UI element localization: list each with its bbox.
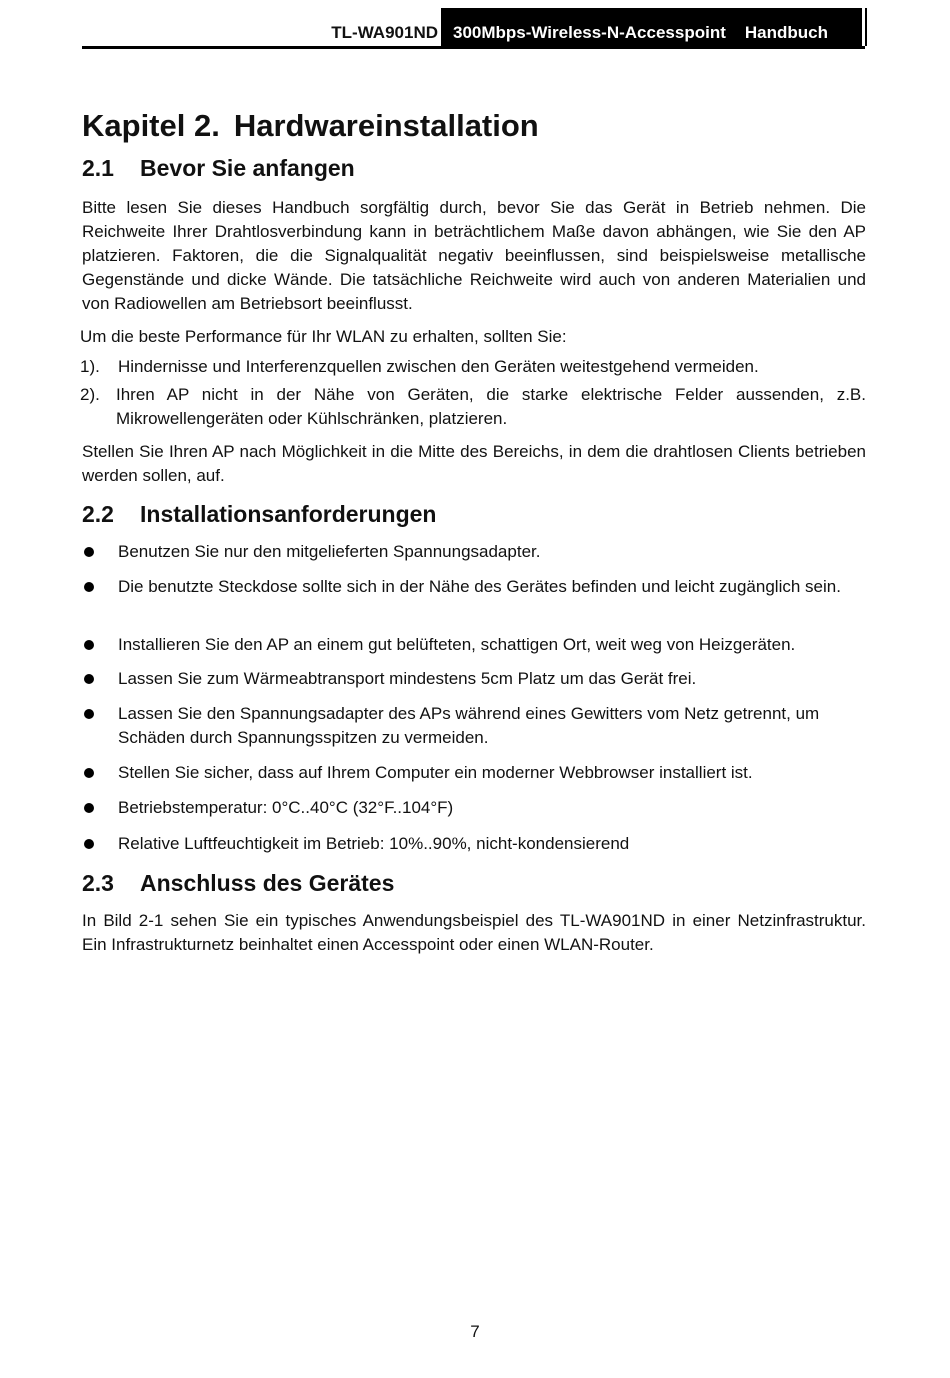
section-heading-2-1: [82, 153, 355, 183]
chapter-title: Hardwareinstallation: [233, 108, 539, 143]
item-number: 1).: [80, 357, 100, 376]
list-item-text: Betriebstemperatur: 0°C..40°C (32°F..104°F): [118, 798, 454, 817]
section-number: 2.3: [82, 870, 114, 896]
list-item-text: Installieren Sie den AP an einem gut belüfteten, schattigen Ort, weit weg von Heizgeräten.: [118, 635, 796, 654]
page-number: 7: [470, 1322, 480, 1341]
list-item-text: Die benutzte Steckdose sollte sich in der Nähe des Gerätes befinden und leicht zugänglich sein.: [118, 577, 841, 596]
list-item: [82, 832, 866, 856]
list-item: [82, 702, 866, 750]
list-item: [82, 796, 866, 820]
bullet-icon: [84, 803, 94, 813]
section-title: Installationsanforderungen: [140, 501, 437, 527]
list-item-text: Lassen Sie zum Wärmeabtransport mindestens 5cm Platz um das Gerät frei.: [118, 669, 697, 688]
item-text: Hindernisse und Interferenzquellen zwischen den Geräten weitestgehend vermeiden.: [118, 357, 759, 376]
bullet-icon: [84, 674, 94, 684]
list-item: [82, 761, 866, 785]
running-header: [82, 8, 865, 49]
list-item: [82, 575, 866, 599]
list-item-text: Stellen Sie sicher, dass auf Ihrem Computer ein moderner Webbrowser installiert ist.: [118, 763, 753, 782]
bullet-icon: [84, 709, 94, 719]
list-item: [82, 633, 866, 657]
list-item-text: Benutzen Sie nur den mitgelieferten Spannungsadapter.: [118, 542, 541, 561]
header-doc-type: Handbuch: [744, 23, 828, 42]
chapter-label: Kapitel 2.: [82, 108, 220, 143]
section-2-1-intro: Um die beste Performance für Ihr WLAN zu erhalten, sollten Sie:: [80, 327, 567, 346]
bullet-icon: [84, 640, 94, 650]
numbered-item: [80, 355, 866, 379]
section-number: 2.1: [82, 155, 114, 181]
bullet-icon: [84, 839, 94, 849]
section-2-1-closing: Stellen Sie Ihren AP nach Möglichkeit in die Mitte des Bereichs, in dem die drahtlosen Clients betrieben werden sollen, auf.: [82, 442, 866, 485]
numbered-item: [80, 383, 866, 431]
section-number: 2.2: [82, 501, 114, 527]
chapter-heading: [82, 104, 539, 148]
section-2-3-paragraph: In Bild 2-1 sehen Sie ein typisches Anwendungsbeispiel des TL-WA901ND in einer Netzinfrastruktur. Ein Infrastrukturnetz beinhaltet einen Accesspoint oder einen WLAN-Router.: [82, 911, 866, 954]
bullet-icon: [84, 768, 94, 778]
header-product: 300Mbps-Wireless-N-Accesspoint: [453, 23, 726, 42]
section-title: Bevor Sie anfangen: [140, 155, 355, 181]
header-model: TL-WA901ND: [331, 23, 438, 42]
header-title-box: [441, 8, 865, 46]
list-item-text: Relative Luftfeuchtigkeit im Betrieb: 10%..90%, nicht-kondensierend: [118, 834, 630, 853]
section-heading-2-3: [82, 868, 394, 898]
section-heading-2-2: [82, 499, 436, 529]
item-text: Ihren AP nicht in der Nähe von Geräten, die starke elektrische Felder aussenden, z.B. Mikrowellengeräten oder Kühlschränken, platzieren.: [116, 385, 866, 428]
section-2-1-paragraph: Bitte lesen Sie dieses Handbuch sorgfältig durch, bevor Sie das Gerät in Betrieb nehmen. Die Reichweite Ihrer Drahtlosverbindung kann in beträchtlichem Maße davon abhängen, wie Sie den AP platzieren. Faktoren, die die Signalqualität negativ beeinflussen, sind beispielsweise metallische Gegenstände und dicke Wände. Die tatsächliche Reichweite wird auch von anderen Materialien und von Radiowellen am Betriebsort beeinflusst.: [82, 198, 866, 313]
bullet-icon: [84, 547, 94, 557]
list-item: [82, 540, 866, 564]
list-item-text: Lassen Sie den Spannungsadapter des APs während eines Gewitters vom Netz getrennt, um Schäden durch Spannungsspitzen zu vermeiden.: [118, 704, 820, 747]
bullet-icon: [84, 582, 94, 592]
section-title: Anschluss des Gerätes: [140, 870, 395, 896]
item-number: 2).: [80, 385, 100, 404]
list-item: [82, 667, 866, 691]
